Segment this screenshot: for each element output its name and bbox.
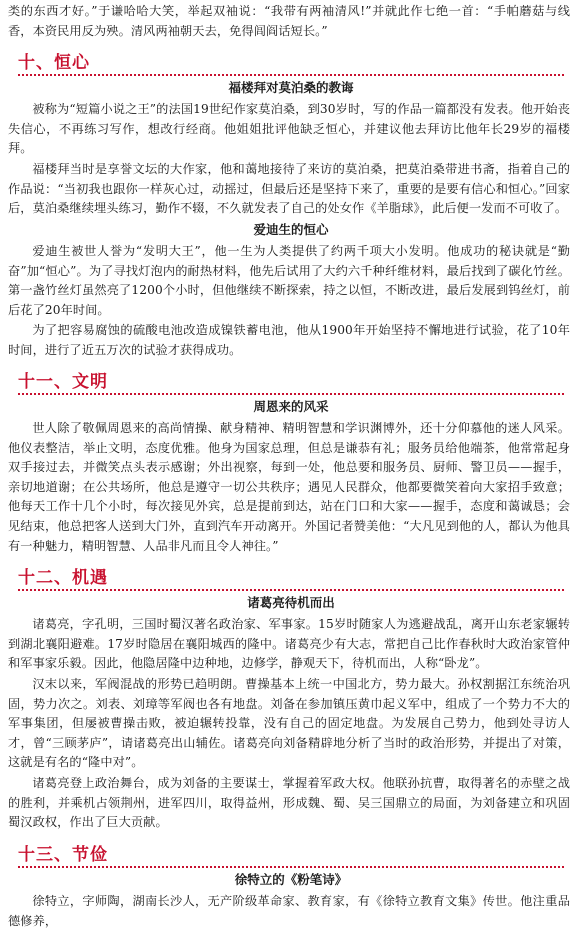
paragraph: 汉末以来，军阀混战的形势已趋明朗。曹操基本上统一中国北方，势力最大。孙权割据江东统治巩固，势力次之。刘表、刘璋等军阀也各有地盘。刘备在参加镇压黄巾起义军中，组成了一个势力不大的军事集团，但屡被曹操击败，被迫辗转投靠，没有自己的固定地盘。为发展自己势力，他到处寻访人才，曾“三顾茅庐”，请诸葛亮出山辅佐。诸葛亮向刘备精辟地分析了当时的政治形势，并提出了对策，这就是有名的“隆中对”。 bbox=[8, 677, 570, 770]
section-header-opportunity bbox=[0, 559, 582, 593]
section-header-thrift bbox=[0, 836, 582, 870]
paragraph: 诸葛亮登上政治舞台，成为刘备的主要谋士，掌握着军政大权。他联孙抗曹，取得著名的赤壁之战的胜利，并乘机占领荆州，进军四川，取得益州，形成魏、蜀、吴三国鼎立的局面，为刘备建立和巩固蜀汉政权，作出了巨大贡献。 bbox=[8, 776, 570, 830]
section-divider bbox=[18, 393, 564, 395]
paragraph: 为了把容易腐蚀的硫酸电池改造成镍铁蓄电池，他从1900年开始坚持不懈地进行试验，花了10年时间，进行了近五万次的试验才获得成功。 bbox=[8, 323, 570, 357]
article-heading: 爱迪生的恒心 bbox=[253, 222, 329, 237]
paragraph: 徐特立，字师陶，湖南长沙人，无产阶级革命家、教育家，有《徐特立教育文集》传世。他注重品德修养， bbox=[8, 894, 570, 928]
section-divider bbox=[18, 589, 564, 591]
paragraph: 被称为“短篇小说之王”的法国19世纪作家莫泊桑，到30岁时，写的作品一篇都没有发表。他开始丧失信心，不再练习写作，想改行经商。他姐姐批评他缺乏恒心，并建议他去拜访比他年长29岁的福楼拜。 bbox=[8, 102, 570, 156]
article-heading: 福楼拜对莫泊桑的教诲 bbox=[228, 80, 354, 95]
article-heading: 周恩来的风采 bbox=[253, 399, 329, 414]
section-divider bbox=[18, 866, 564, 868]
section-header-civility bbox=[0, 363, 582, 397]
article-heading: 诸葛亮待机而出 bbox=[247, 595, 335, 610]
article-heading: 徐特立的《粉笔诗》 bbox=[234, 872, 348, 887]
section-header-perseverance bbox=[0, 44, 582, 78]
paragraph: 世人除了敬佩周恩来的高尚情操、献身精神、精明智慧和学识渊博外，还十分仰慕他的迷人风采。他仪表整洁，举止文明，态度优雅。他身为国家总理，但总是谦恭有礼；服务员给他端茶，他常常起身双手接过去，并微笑点头表示感谢；外出视察，每到一处，他总要和服务员、厨师、警卫员——握手，亲切地道谢；在公共场所，他总是遵守一切公共秩序；遇见人民群众，他都要微笑着向大家招手致意；他每天工作十几个小时，每次接见外宾，总是提前到达，站在门口和大家——握手，态度和蔼诚恳；会见结束，他总把客人送到大门外，直到汽车开动离开。外国记者赞美他：“大凡见到他的人，都认为他具有一种魅力，精明智慧、人品非凡而且令人神往。” bbox=[8, 421, 570, 553]
paragraph: 爱迪生被世人誉为“发明大王”，他一生为人类提供了约两千项大小发明。他成功的秘诀就是“勤奋”加“恒心”。为了寻找灯泡内的耐热材料，他先后试用了大约六千种纤维材料，最后找到了碳化竹丝。第一盏竹丝灯虽然亮了1200个小时，但他继续不断探索，持之以恒，不断改进，最后发展到钨丝灯，前后花了20年时间。 bbox=[8, 244, 570, 317]
section-title: 十二、机遇 bbox=[18, 568, 108, 588]
paragraph-intro: 类的东西才好。”于谦哈哈大笑，举起双袖说：“我带有两袖清风!”并就此作七绝一首：“手帕蘑菇与线香，本资民用反为殃。清风两袖朝天去，免得闾阎话短长。” bbox=[8, 4, 570, 38]
paragraph: 福楼拜当时是享誉文坛的大作家，他和蔼地接待了来访的莫泊桑，把莫泊桑带进书斋，指着自己的作品说：“当初我也跟你一样灰心过，动摇过，但最后还是坚持下来了，重要的是要有信心和恒心。”回家后，莫泊桑继续埋头练习，勤作不辍，不久就发表了自己的处女作《羊脂球》，此后便一发而不可收了。 bbox=[8, 162, 570, 216]
section-title: 十三、节俭 bbox=[18, 845, 108, 865]
section-title: 十一、文明 bbox=[18, 372, 108, 392]
section-title: 十、恒心 bbox=[18, 53, 90, 73]
paragraph: 诸葛亮，字孔明，三国时蜀汉著名政治家、军事家。15岁时随家人为逃避战乱，离开山东老家辗转到湖北襄阳避难。17岁时隐居在襄阳城西的隆中。诸葛亮少有大志，常把自己比作春秋时大政治家管仲和军事家乐毅。因此，他隐居隆中边种地，边修学，静观天下，待机而出，人称“卧龙”。 bbox=[8, 617, 570, 671]
section-divider bbox=[18, 74, 564, 76]
